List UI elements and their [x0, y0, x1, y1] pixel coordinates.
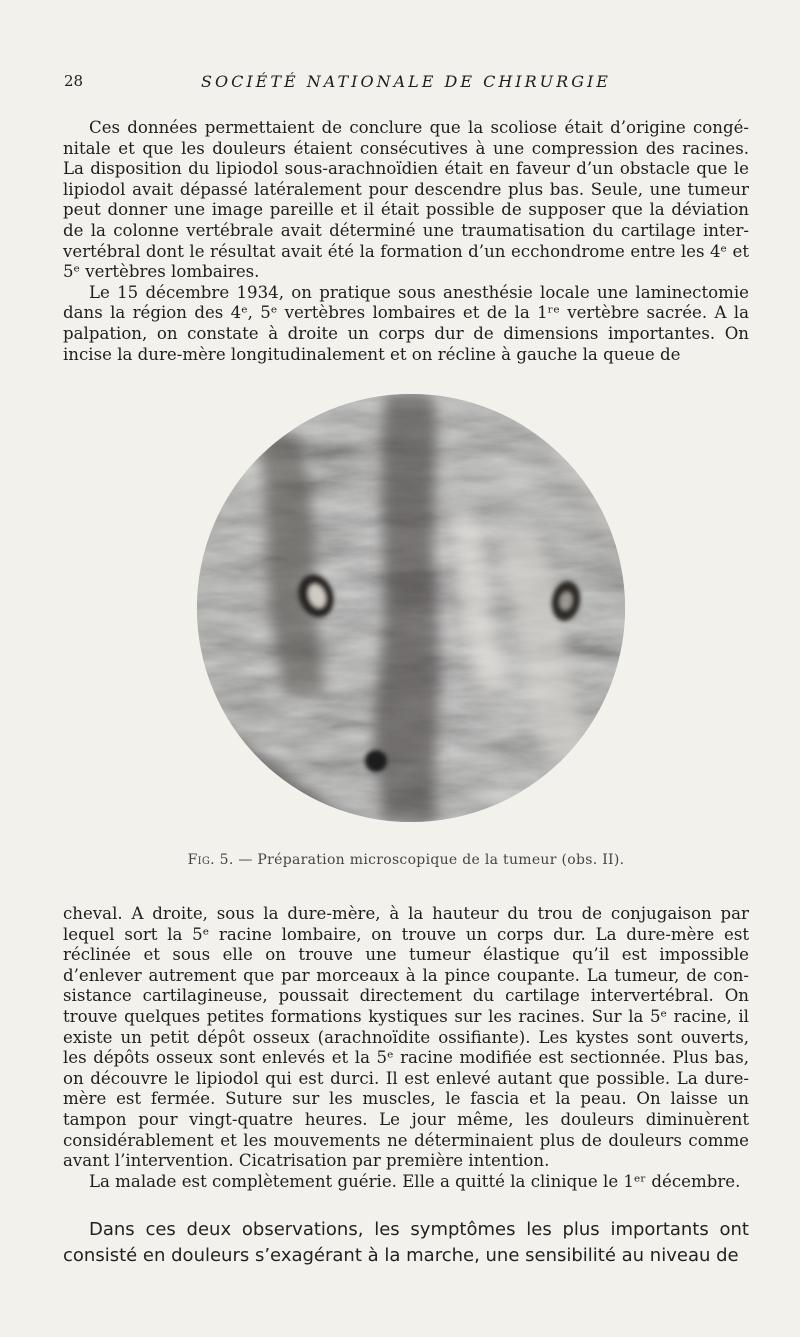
paragraph: Le 15 décembre 1934, on pratique sous anesthésie locale une laminectomie dans la région des 4ᵉ, 5ᵉ vertèbres lombaires et de la 1ʳᵉ vertèbre sacrée. A la palpation, on constate à droite un corps dur de dimensions importantes. On incise la dure-mère longitudinalement et on récline à gauche la queue de [63, 282, 749, 364]
figure-caption [63, 852, 749, 868]
paragraph: Dans ces deux observations, les symptômes les plus importants ont consisté en douleurs s’exagérant à la marche, une sensibilité au niveau de [63, 1219, 749, 1266]
figure-caption-text: — Préparation microscopique de la tumeur (obs. II). [233, 852, 625, 868]
page-number: 28 [64, 72, 84, 90]
text-block-bottom [63, 904, 749, 1192]
micrograph-image [196, 393, 626, 823]
paragraph: cheval. A droite, sous la dure-mère, à la hauteur du trou de conjugaison par lequel sort la 5ᵉ racine lombaire, on trouve un corps dur. La dure-mère est réclinée et sous elle on trouve une tumeur élastique qu’il est impossible d’enlever autrement que par morceaux à la pince coupante. La tumeur, de consistance cartilagineuse, poussait directement du cartilage intervertébral. On trouve quelques petites formations kystiques sur les racines. Sur la 5ᵉ racine, il existe un petit dépôt osseux (arachnoïdite ossifiante). Les kystes sont ouverts, les dépôts osseux sont enlevés et la 5ᵉ racine modifiée est sectionnée. Plus bas, on découvre le lipiodol qui est durci. Il est enlevé autant que possible. La dure-mère est fermée. Suture sur les muscles, le fascia et la peau. On laisse un tampon pour vingt-quatre heures. Le jour même, les douleurs diminuèrent considérablement et les mouvements ne déterminaient plus de douleurs comme avant l’intervention. Cicatrisation par première intention. [63, 904, 749, 1171]
page-header [64, 72, 748, 96]
paragraph: Ces données permettaient de conclure que la scoliose était d’origine congénitale et que les douleurs étaient consécutives à une compression des racines. La disposition du lipiodol sous-arachnoïdien était en faveur d’un obstacle que le lipiodol avait dépassé latéralement pour descendre plus bas. Seule, une tumeur peut donner une image pareille et il était possible de supposer que la déviation de la colonne vertébrale avait déterminé une traumatisation du cartilage intervertébral dont le résultat avait été la formation d’un ecchondrome entre les 4ᵉ et 5ᵉ vertèbres lombaires. [63, 118, 749, 282]
text-block-top [63, 118, 749, 365]
paragraph: La malade est complètement guérie. Elle a quitté la clinique le 1ᵉʳ décembre. [89, 1171, 741, 1191]
micrograph-figure [196, 393, 626, 823]
figure-label: Fig. 5. [187, 852, 234, 868]
conclusion-text [63, 1217, 749, 1269]
running-title: SOCIÉTÉ NATIONALE DE CHIRURGIE [201, 72, 611, 91]
